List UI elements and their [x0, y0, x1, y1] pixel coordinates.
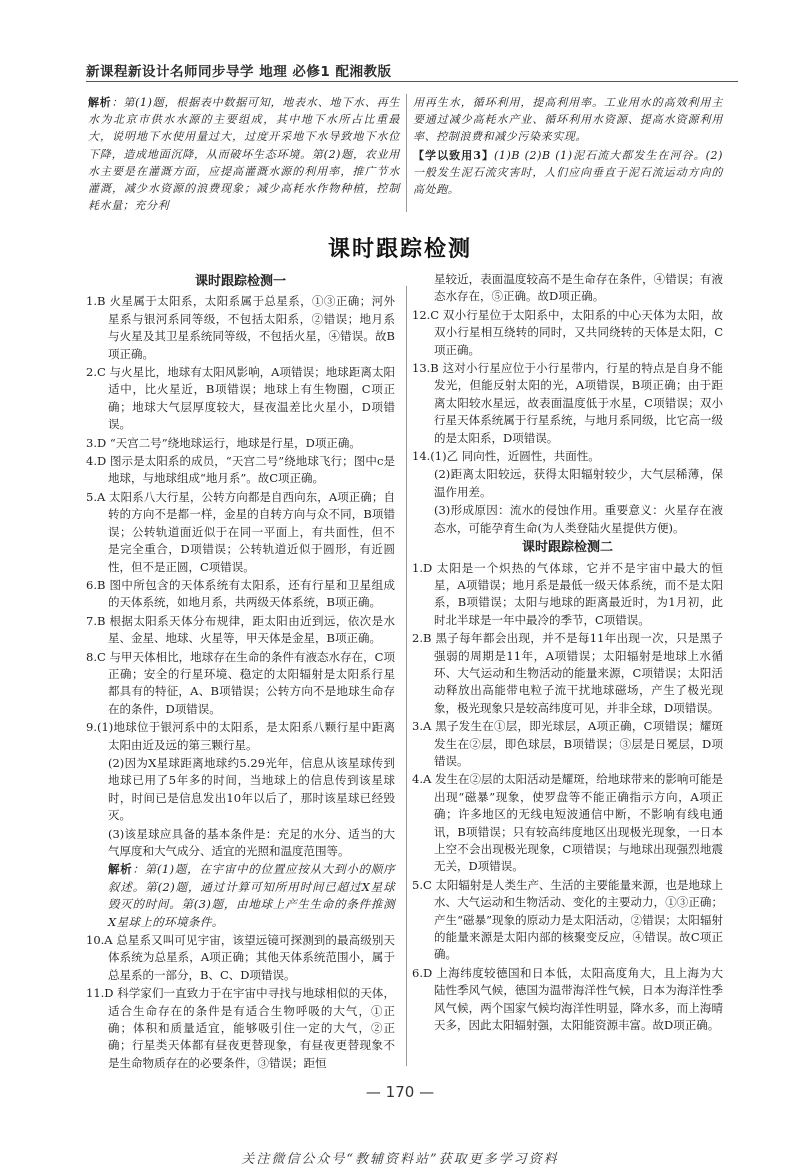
top-left-column — [88, 94, 400, 215]
answer-item: 2.C 与火星比，地球有太阳风影响，A项错误；地球距离太阳适中，比火星近，B项错误；地球上有生物圈，C项正确；地球大气层厚度较大，昼夜温差比火星小，D项错误。 — [86, 365, 395, 432]
top-right-column — [413, 94, 723, 199]
answer-item: 10.A 总星系又叫可见宇宙，该望远镜可探测到的最高级别天体系统为总星系，A项正确；其他天体系统范围小，属于总星系的一部分，B、C、D项错误。 — [86, 933, 395, 982]
answer-item: 11.D 科学家们一直致力于在宇宙中寻找与地球相似的天体，适合生命存在的条件是有适合生物呼吸的大气，①正确；体积和质量适宜，能够吸引住一定的大气，②正确；行星类天体都有昼夜更替现象，有昼夜更替现象不是生命物质存在的必要条件，③错误；距恒 — [86, 986, 395, 1070]
right-column — [412, 271, 723, 1035]
practice-answer: (1)B (2)B (1)泥石流大都发生在河谷。(2)一般发生泥石流灾害时，人们应向垂直于泥石流运动方向的高处跑。 — [413, 148, 724, 197]
answer-item: 4.D 图示是太阳系的成员，“天宫二号”绕地球飞行；图中c是地球，与地球组成“地月系”。故C项正确。 — [86, 454, 395, 486]
answer-item: 8.C 与甲天体相比，地球存在生命的条件有液态水存在，C项正确；安全的行星环境、稳定的太阳辐射是太阳系行星都具有的特征，A、B项错误；公转方向不是地球生命存在的条件，D项错误。 — [86, 649, 395, 716]
practice-label: 【学以致用3】 — [413, 148, 495, 162]
answer-item: 9.(1)地球位于银河系中的太阳系，是太阳系八颗行星中距离太阳由近及远的第三颗行星。 — [86, 720, 395, 752]
page-number: — 170 — — [365, 1083, 435, 1101]
section-title-1: 课时跟踪检测一 — [194, 274, 286, 289]
answer-item: 7.B 根据太阳系天体分布规律，距太阳由近到远，依次是水星、金星、地球、火星等，甲天体是金星，B项正确。 — [86, 613, 395, 646]
footer-note: 关注微信公众号“教辅资料站”获取更多学习资料 — [241, 1152, 559, 1167]
analysis-label: 解析 — [88, 96, 112, 109]
answer-item: 12.C 双小行星位于太阳系中，太阳系的中心天体为太阳，故双小行星相互绕转的同时，又共同绕转的天体是太阳，C项正确。 — [412, 307, 723, 357]
answer-subitem: (2)因为X星球距离地球约5.29光年，信息从该星球传到地球已用了5年多的时间，当地球上的信息传到该星球时，时间已是信息发出10年以后了，那时该星球已经毁灭。 — [108, 755, 395, 823]
answer-item: 1.D 太阳是一个炽热的气体球，它并不是宇宙中最大的恒星，A项错误；地月系是最低一级天体系统，而不是太阳系，B项错误；太阳与地球的距离最近时，为1月初，此时北半球是一年中最冷的季节，C项错误。 — [412, 560, 723, 627]
answer-item: 3.D “天宫二号”绕地球运行，地球是行星，D项正确。 — [86, 435, 361, 450]
column-divider-top — [406, 94, 407, 212]
answer-subitem: (3)形成原因：流水的侵蚀作用。重要意义：火星存在液态水，可能孕育生命(为人类登陆火星提供方便)。 — [434, 503, 723, 535]
answer-item: 3.A 黑子发生在①层，即光球层，A项正确，C项错误；耀斑发生在②层，即色球层，B项错误；③层是日冕层，D项错误。 — [412, 719, 723, 768]
answer-item: 1.B 火星属于太阳系，太阳系属于总星系，①③正确；河外星系与银河系同等级，不包括太阳系，②错误；地月系与火星及其卫星系统同等级，不包括火星，④错误。故B项正确。 — [86, 294, 395, 361]
answer-item: 14.(1)乙 同向性，近圆性，共面性。 — [412, 449, 600, 464]
column-divider-main — [406, 286, 407, 1066]
answer-item: 6.B 图中所包含的天体系统有太阳系，还有行星和卫星组成的天体系统，如地月系，共两级天体系统，B项正确。 — [86, 577, 395, 610]
analysis-continuation: 用再生水，循环利用，提高利用率。工业用水的高效利用主要通过减少高耗水产业、循环利用水资源、提高水资源利用率、控制浪费和减少污染来实现。 — [413, 96, 723, 144]
answer-subitem: (3)该星球应具备的基本条件是：充足的水分、适当的大气厚度和大气成分、适宜的光照和温度范围等。 — [108, 826, 395, 858]
header-rule — [86, 81, 738, 82]
answer-item: 2.B 黑子每年都会出现，并不是每11年出现一次，只是黑子强弱的周期是11年，A项错误；太阳辐射是地球上水循环、大气运动和生物活动的能量来源，C项错误；太阳活动释放出高能带电粒子流干扰地球磁场，产生了极光现象，极光现象只是较高纬度可见，并非全球，D项错误。 — [412, 631, 723, 715]
analysis-label: 解析 — [108, 862, 133, 877]
answer-continuation: 星较近，表面温度较高不是生命存在条件，④错误；有液态水存在，⑤正确。故D项正确。 — [434, 272, 723, 304]
answer-item: 13.B 这对小行星应位于小行星带内，行星的特点是自身不能发光，但能反射太阳的光，A项错误，B项正确；由于距离太阳较水星远，故表面温度低于水星，C项错误；双小行星天体系统属于行星系统，与地月系同级，比它高一级的是太阳系，D项错误。 — [412, 361, 723, 445]
answer-item: 6.D 上海纬度较德国和日本低，太阳高度角大，且上海为大陆性季风气候，德国为温带海洋性气候，日本为海洋性季风气候，两个国家气候均海洋性明显，降水多，而上海晴天多，因此太阳辐射强，太阳能资源丰富。故D项正确。 — [412, 965, 723, 1033]
answer-item: 4.A 发生在②层的太阳活动是耀斑，给地球带来的影响可能是出现“磁暴”现象，使罗盘等不能正确指示方向，A项正确；许多地区的无线电短波通信中断，不影响有线电通讯，B项错误；只有较高纬度地区出现极光现象，一日本上空不会出现极光现象，C项错误；与地球出现强烈地震无关，D项错误。 — [412, 772, 723, 874]
analysis-text: ：第(1)题，在宇宙中的位置应按从大到小的顺序叙述。第(2)题，通过计算可知所用时间已超过X星球毁灭的时间。第(3)题，由地球上产生生命的条件推测X星球上的环境条件。 — [108, 862, 395, 929]
analysis-text: ：第(1)题，根据表中数据可知，地表水、地下水、再生水为北京市供水水源的主要组成，其中地下水所占比重最大，说明地下水使用量过大，过度开采地下水导致地下水位下降，造成地面沉降，从而破坏生态环境。第(2)题，农业用水主要是在灌溉方面，应提高灌溉水源的利用率，推广节水灌溉，减少水资源的浪费现象；减少高耗水作物种植，控制耗水量；充分利 — [88, 96, 400, 213]
main-title: 课时跟踪检测 — [327, 237, 472, 262]
section-title-2: 课时跟踪检测二 — [521, 540, 613, 556]
answer-item: 5.A 太阳系八大行星，公转方向都是自西向东，A项正确；自转的方向不是都一样，金星的自转方向与众不同，B项错误；公转轨道面近似于在同一平面上，有共面性，但不是完全重合，D项错误；公转轨道近似于圆形，有近圆性，但不是正圆，C项错误。 — [86, 489, 395, 574]
left-column — [86, 271, 395, 1073]
answer-subitem: (2)距离太阳较远，获得太阳辐射较少，大气层稀薄，保温作用差。 — [434, 467, 723, 499]
running-header: 新课程新设计名师同步导学 地理 必修1 配湘教版 — [86, 64, 392, 80]
answer-item: 5.C 太阳辐射是人类生产、生活的主要能量来源，也是地球上水、大气运动和生物活动、变化的主要动力，①③正确；产生“磁暴”现象的原动力是太阳活动，②错误；太阳辐射的能量来源是太阳内部的核聚变反应，④错误。故C项正确。 — [412, 877, 723, 962]
